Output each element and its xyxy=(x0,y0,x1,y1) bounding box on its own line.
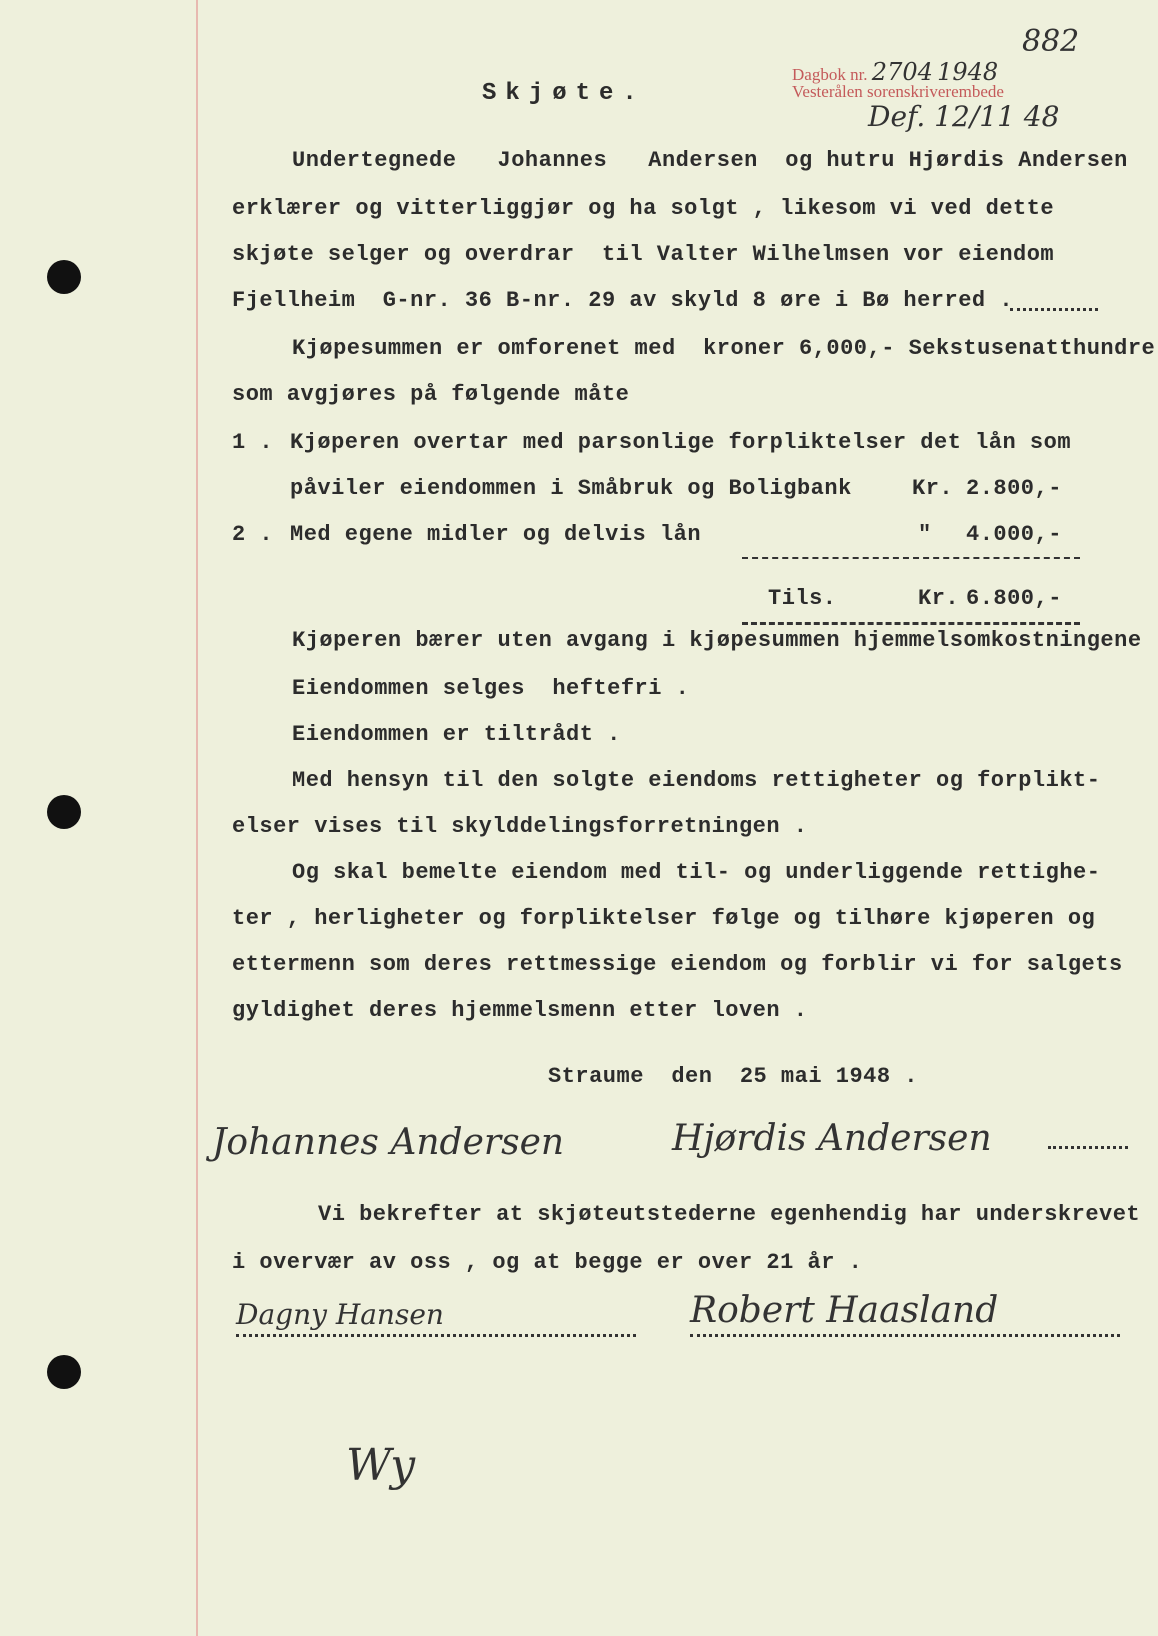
text-line: ettermenn som deres rettmessige eiendom og forblir vi for salgets xyxy=(232,952,1123,977)
item-text: påviler eiendommen i Småbruk og Boligbank xyxy=(290,476,852,501)
text-line: gyldighet deres hjemmelsmenn etter loven . xyxy=(232,998,808,1023)
text-line: skjøte selger og overdrar til Valter Wilhelmsen vor eiendom xyxy=(232,242,1055,267)
dotted-fill xyxy=(1048,1146,1128,1149)
amount: 4.000,- xyxy=(966,522,1062,547)
dotted-fill xyxy=(236,1334,636,1337)
item-text: Med egene midler og delvis lån xyxy=(290,522,702,547)
page-number: 882 xyxy=(1022,24,1080,59)
text-line: som avgjøres på følgende måte xyxy=(232,382,630,407)
total-rule xyxy=(742,622,1080,625)
item-number: 1 . xyxy=(232,430,274,455)
office-stamp: Vesterålen sorenskriverembede xyxy=(792,82,1004,101)
signature: Hjørdis Andersen xyxy=(672,1118,992,1159)
text-line: Med hensyn til den solgte eiendoms rettigheter og forplikt- xyxy=(292,768,1101,793)
margin-rule xyxy=(196,0,198,1636)
dagbok-year: 1948 xyxy=(937,58,999,86)
amount: 2.800,- xyxy=(966,476,1062,501)
text-line: Eiendommen er tiltrådt . xyxy=(292,722,621,747)
witness-signature: Dagny Hansen xyxy=(236,1298,444,1331)
text-line: Fjellheim G-nr. 36 B-nr. 29 av skyld 8 øre i Bø herred . xyxy=(232,288,1014,313)
text-line: Kjøperen bærer uten avgang i kjøpesummen hjemmelsomkostningene xyxy=(292,628,1142,653)
text-line: Og skal bemelte eiendom med til- og underliggende rettighe- xyxy=(292,860,1101,885)
date-mark: Def. 12/11 48 xyxy=(868,100,1060,133)
punch-hole xyxy=(47,795,81,829)
total-prefix: Kr. xyxy=(918,586,960,611)
punch-hole xyxy=(47,260,81,294)
dotted-fill xyxy=(690,1334,1120,1337)
dagbok-label: Dagbok nr. xyxy=(792,65,868,84)
item-number: 2 . xyxy=(232,522,274,547)
total-amount: 6.800,- xyxy=(966,586,1062,611)
witness-line: i overvær av oss , og at begge er over 21 år . xyxy=(232,1250,863,1275)
amount-prefix: " xyxy=(918,522,932,547)
initials: Wy xyxy=(346,1440,416,1491)
item-text: Kjøperen overtar med parsonlige forpliktelser det lån som xyxy=(290,430,1072,455)
witness-line: Vi bekrefter at skjøteutstederne egenhendig har underskrevet xyxy=(318,1202,1141,1227)
dotted-fill xyxy=(1010,308,1098,311)
signature: Johannes Andersen xyxy=(212,1122,565,1163)
text-line: Undertegnede Johannes Andersen og hutru Hjørdis Andersen xyxy=(292,148,1128,173)
sum-rule xyxy=(742,557,1080,559)
document-title: Skjøte. xyxy=(482,80,646,107)
text-line: Eiendommen selges heftefri . xyxy=(292,676,690,701)
text-line: erklærer og vitterliggjør og ha solgt , likesom vi ved dette xyxy=(232,196,1055,221)
text-line: elser vises til skylddelingsforretningen . xyxy=(232,814,808,839)
text-line: ter , herligheter og forpliktelser følge og tilhøre kjøperen og xyxy=(232,906,1096,931)
punch-hole xyxy=(47,1355,81,1389)
dagbok-number: 2704 xyxy=(871,58,933,86)
text-line: Kjøpesummen er omforenet med kroner 6,000,- Sekstusenatthundre xyxy=(292,336,1156,361)
amount-prefix: Kr. xyxy=(912,476,954,501)
total-label: Tils. xyxy=(768,586,837,611)
witness-signature: Robert Haasland xyxy=(690,1290,999,1331)
place-date: Straume den 25 mai 1948 . xyxy=(548,1064,918,1089)
